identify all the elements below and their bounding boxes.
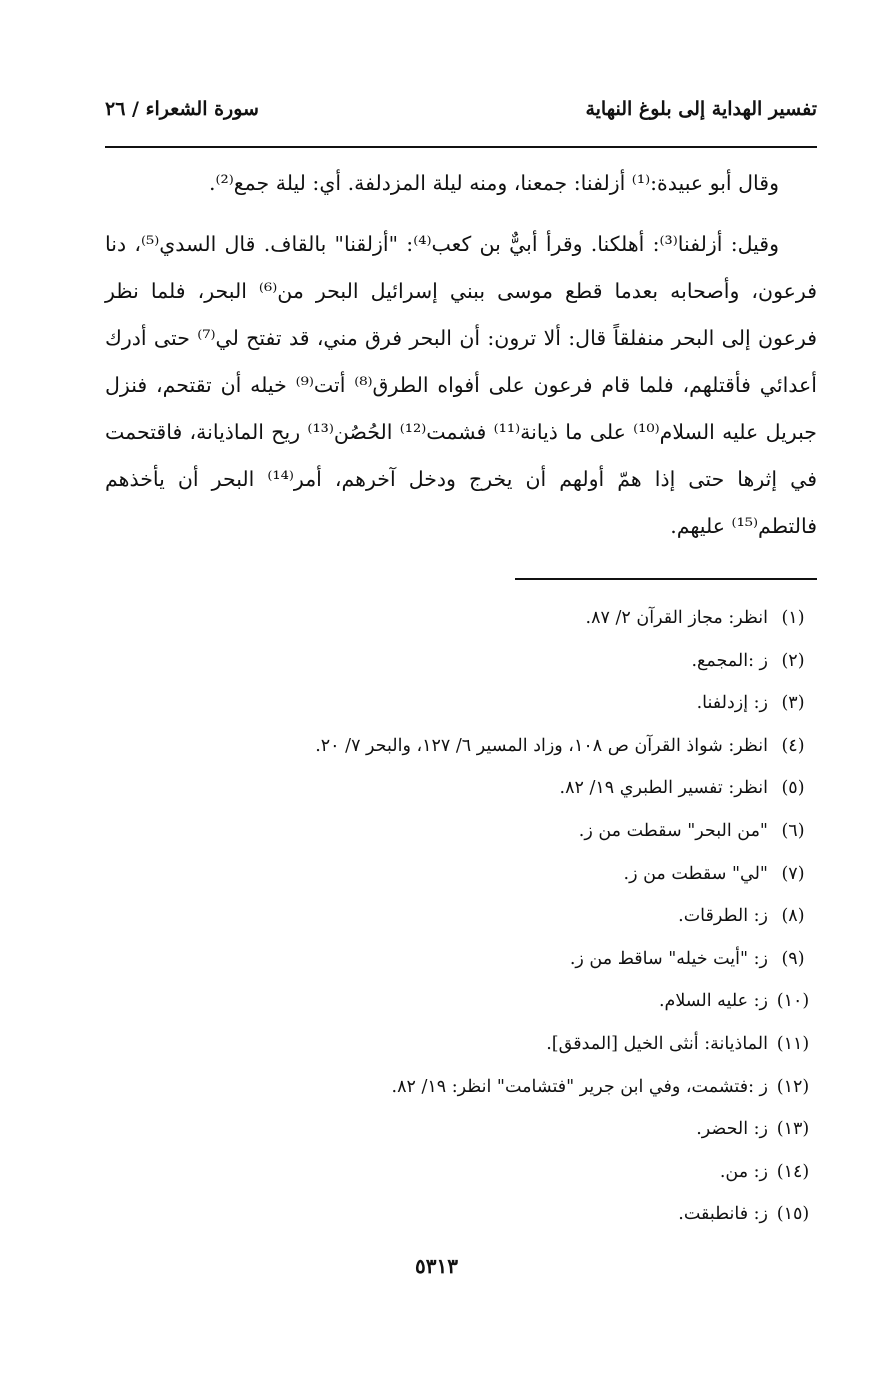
footnote-number: (٤) (781, 735, 805, 756)
footnote-item (198, 726, 818, 769)
footnote-text: انظر: تفسير الطبري ١٩/ ٨٢. (559, 778, 768, 799)
footnote-text: ز: إزدلفنا. (696, 693, 768, 714)
footnote-item (198, 598, 818, 641)
footnote-text: ز: عليه السلام. (658, 991, 768, 1012)
footnote-number: (٧) (781, 863, 805, 884)
footnote-number: (١٠) (776, 991, 810, 1012)
footnote-number: (٦) (781, 820, 805, 841)
header-book-title: تفسير الهداية إلى بلوغ النهاية (585, 98, 817, 120)
footnote-number: (٨) (781, 906, 805, 927)
footnote-item (198, 1067, 818, 1110)
paragraph: وقال أبو عبيدة:⁽¹⁾ أزلفنا: جمعنا، ومنه ليلة المزدلفة. أي: ليلة جمع⁽²⁾. (208, 171, 779, 195)
footnote-text: انظر: مجاز القرآن ٢/ ٨٧. (585, 608, 768, 628)
footnote-number: (٣) (781, 693, 805, 714)
footnote-number: (١٣) (776, 1119, 810, 1140)
footnote-divider (515, 578, 817, 580)
footnote-number: (١) (781, 608, 805, 628)
footnote-item (198, 811, 818, 854)
footnote-text: ز: الطرقات. (678, 906, 768, 927)
footnote-item (198, 641, 818, 684)
footnote-text: الماذيانة: أنثى الخيل [المدقق]. (546, 1033, 768, 1054)
footnote-number: (١٤) (776, 1161, 810, 1182)
footnote-number: (١٢) (776, 1076, 810, 1097)
footnote-text: انظر: شواذ القرآن ص ١٠٨، وزاد المسير ٦/ ١٢٧، والبحر ٧/ ٢٠. (315, 735, 768, 756)
header-surah-label: سورة الشعراء / ٢٦ (105, 98, 259, 120)
footnote-item (198, 1109, 818, 1152)
header-divider (105, 146, 817, 148)
main-text (105, 160, 817, 564)
footnote-number: (١١) (776, 1033, 810, 1054)
footnote-text: "لي" سقطت من ز. (623, 863, 768, 884)
footnote-text: ز: "أيت خيله" ساقط من ز. (569, 948, 768, 969)
footnote-text: ز: فانطبقت. (678, 1204, 768, 1225)
page-number: ٥٣١٣ (415, 1254, 458, 1278)
running-header (105, 92, 817, 132)
footnote-number: (١٥) (776, 1204, 810, 1225)
footnote-list (198, 598, 818, 1237)
footnote-item (198, 939, 818, 982)
footnote-item (198, 1024, 818, 1067)
footnote-text: "من البحر" سقطت من ز. (578, 820, 768, 841)
footnote-item (198, 896, 818, 939)
footnote-item (198, 683, 818, 726)
paragraph: وقيل: أزلفنا⁽³⁾: أهلكنا. وقرأ أبيٌّ بن كعب⁽⁴⁾: "أزلقنا" بالقاف. قال السدي⁽⁵⁾، دنا فرعون، وأصحابه بعدما قطع موسى ببني إسرائيل البحر من⁽⁶⁾ البحر، فلما نظر فرعون إلى البحر منفلقاً قال: ألا ترون: أن البحر فرق مني، قد تفتح لي⁽⁷⁾ حتى أدرك أعدائي فأقتلهم، فلما قام فرعون على أفواه الطرق⁽⁸⁾ أتت⁽⁹⁾ خيله أن تقتحم، فنزل جبريل عليه السلام⁽¹⁰⁾ على ما ذيانة⁽¹¹⁾ فشمت⁽¹²⁾ الحُصُن⁽¹³⁾ ريح الماذيانة، فاقتحمت في إثرها حتى إذا همّ أولهم أن يخرج ودخل آخرهم، أمر⁽¹⁴⁾ البحر أن يأخذهم فالتطم⁽¹⁵⁾ عليهم. (105, 232, 818, 538)
footnote-item (198, 854, 818, 897)
footnote-item (198, 1194, 818, 1237)
footnote-number: (٥) (781, 778, 805, 799)
footnote-item (198, 768, 818, 811)
footnote-text: ز: الحضر. (696, 1119, 768, 1140)
footnote-item (198, 1152, 818, 1195)
footnote-item (198, 981, 818, 1024)
footnote-text: ز :فتشمت، وفي ابن جرير "فتشامت" انظر: ١٩/ ٨٢. (391, 1076, 768, 1097)
footnote-number: (٢) (781, 650, 805, 671)
footnote-text: ز: من. (719, 1161, 768, 1182)
footnote-number: (٩) (781, 948, 805, 969)
footnote-text: ز :المجمع. (691, 650, 768, 671)
